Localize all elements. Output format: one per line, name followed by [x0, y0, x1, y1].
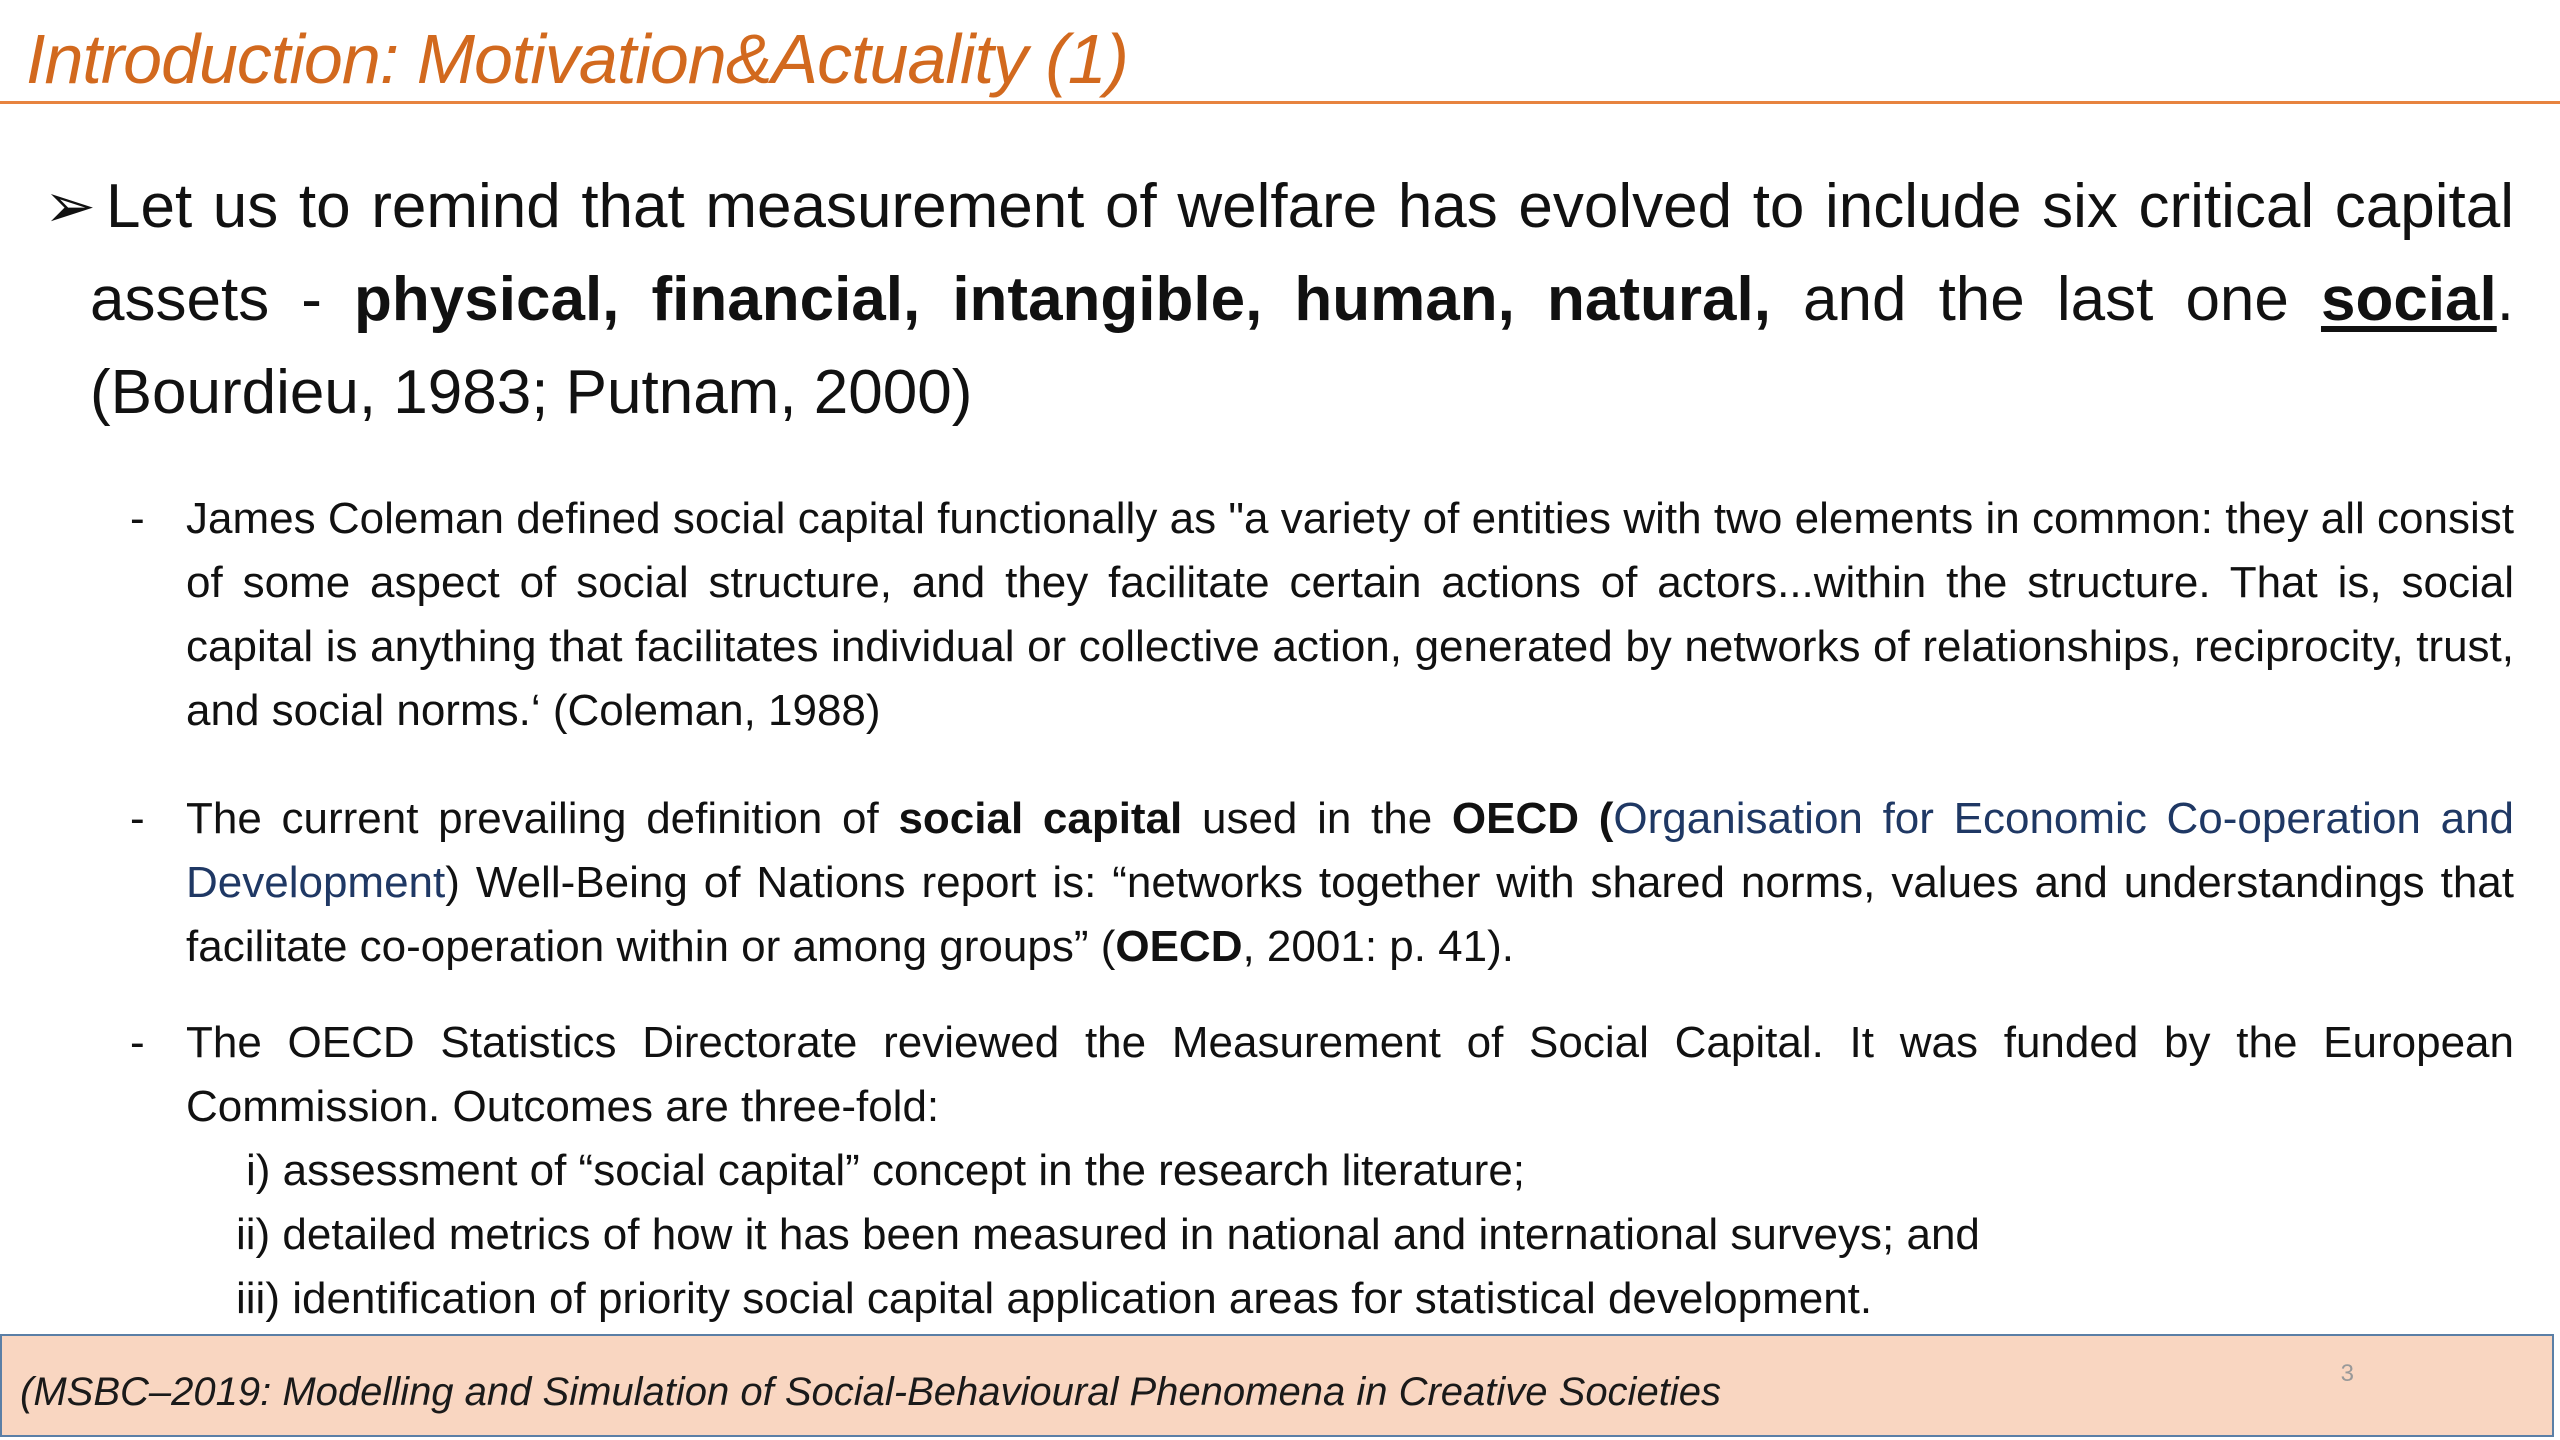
sub-item-oecd-review — [130, 1011, 2514, 1331]
oecd-link[interactable]: Organisation for Economic Co-operation and Development — [186, 794, 2515, 907]
dash-bullet: - — [130, 494, 145, 543]
footer-conference-text: (MSBC–2019: Modelling and Simulation of Social-Behavioural Phenomena in Creative Societies — [20, 1370, 1721, 1414]
sub-item-coleman — [130, 487, 2514, 743]
main-bullet-text — [44, 160, 2514, 439]
sub-item-text — [130, 787, 2514, 979]
sub-item-oecd-definition — [130, 787, 2514, 979]
sub-item-text: The OECD Statistics Directorate reviewed the Measurement of Social Capital. It was funded by the European Commission. Outcomes are three-fold: — [186, 1018, 2514, 1131]
main-text-citation: . (Bourdieu, 1983; Putnam, 2000) — [90, 265, 2514, 427]
page-number: 3 — [2340, 1360, 2354, 1387]
social-asset: social — [2320, 265, 2497, 334]
dash-bullet: - — [130, 794, 145, 843]
bold-oecd-citation: OECD — [1115, 922, 1243, 971]
arrow-bullet-icon: ➢ — [44, 172, 96, 241]
main-bullet — [44, 160, 2514, 439]
outcome-item: iii) identification of priority social capital application areas for statistical development. — [236, 1274, 1873, 1323]
footer-bar — [0, 1334, 2554, 1437]
text-part: , 2001: p. 41). — [1242, 922, 1515, 971]
dash-bullet: - — [130, 1018, 145, 1067]
bold-oecd: OECD ( — [1451, 794, 1614, 843]
outcomes-list — [130, 1139, 2514, 1331]
text-part: ) Well-Being of Nations report is: “networks together with shared norms, values and understandings that facilitate co-operation within or among groups” ( — [186, 858, 2514, 971]
sub-item-text: James Coleman defined social capital functionally as "a variety of entities with two elements in common: they all consist of some aspect of social structure, and they facilitate certain actions of actors...within the structure. That is, social capital is anything that facilitates individual or collective action, generated by networks of relationships, reciprocity, trust, and social norms.‘ (Coleman, 1988) — [186, 494, 2514, 735]
outcome-item: ii) detailed metrics of how it has been measured in national and international surveys; and — [236, 1210, 1980, 1259]
slide-title: Introduction: Motivation&Actuality (1) — [26, 20, 1128, 98]
bold-social-capital: social capital — [898, 794, 1183, 843]
main-text-middle: and the last one — [1770, 265, 2321, 334]
outcome-item: i) assessment of “social capital” concept in the research literature; — [246, 1146, 1526, 1195]
capital-assets-list: physical, financial, intangible, human, natural, — [354, 265, 1771, 334]
text-part: The current prevailing definition of — [186, 794, 899, 843]
title-divider — [0, 101, 2560, 104]
main-text-before: Let us to remind that measurement of welfare has evolved to include six critical capital assets - — [90, 172, 2514, 334]
text-part: used in the — [1182, 794, 1452, 843]
